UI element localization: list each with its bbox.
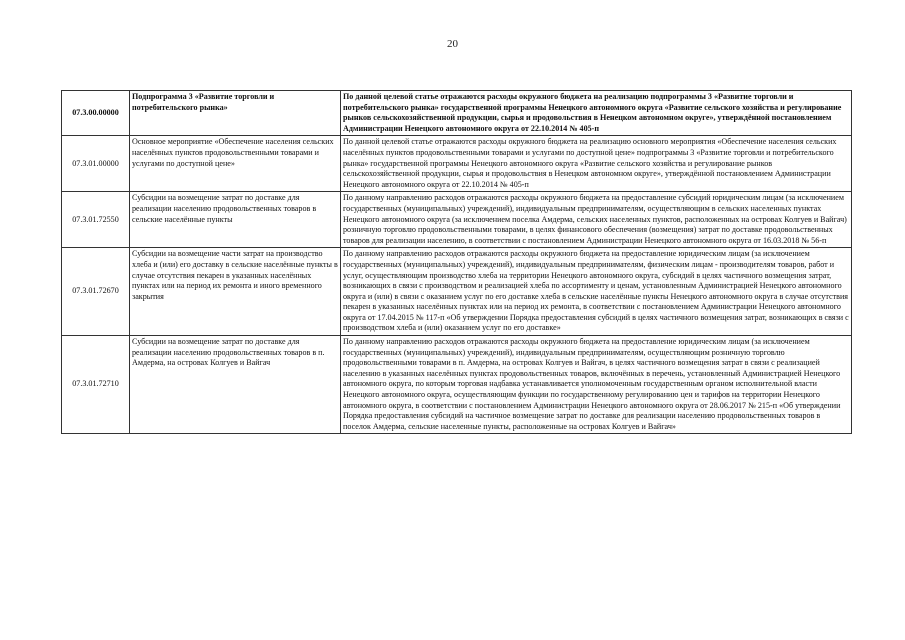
target-name-cell: Субсидии на возмещение затрат по доставке для реализации населению продовольственных товаров в сельские населённые пункты xyxy=(130,192,341,248)
table-row xyxy=(62,336,852,434)
target-code-cell: 07.3.01.00000 xyxy=(62,136,130,192)
target-name-cell: Субсидии на возмещение части затрат на производство хлеба и (или) его доставку в сельские населённые пункты в случае отсутствия пекарен в указанных населённых пунктах или на период их ремонта и иного временного закрытия xyxy=(130,248,341,336)
target-code-cell: 07.3.01.72670 xyxy=(62,248,130,336)
page-number: 20 xyxy=(447,38,458,50)
table-row xyxy=(62,91,852,136)
target-code-cell: 07.3.01.72550 xyxy=(62,192,130,248)
target-description-cell: По данной целевой статье отражаются расходы окружного бюджета на реализацию подпрограммы 3 «Развитие торговли и потребительского рынка» государственной программы Ненецкого автономного округа «Развитие сельского хозяйства и регулирование рынков сельскохозяйственной продукции, сырья и продовольствия в Ненецком автономном округе», утверждённой постановлением Администрации Ненецкого автономного округа от 22.10.2014 № 405-п xyxy=(341,91,852,136)
target-name-cell: Основное мероприятие «Обеспечение населения сельских населённых пунктов продовольственными товарами и услугами по доступной цене» xyxy=(130,136,341,192)
table-row xyxy=(62,192,852,248)
target-code-cell: 07.3.01.72710 xyxy=(62,336,130,434)
target-name-cell: Субсидии на возмещение затрат по доставке для реализации населению продовольственных товаров в п. Амдерма, на островах Колгуев и Вайгач xyxy=(130,336,341,434)
table-row xyxy=(62,136,852,192)
target-description-cell: По данному направлению расходов отражаются расходы окружного бюджета на предоставление субсидий юридическим лицам (за исключением государственных (муниципальных) учреждений), индивидуальным предпринимателям, осуществляющим в сельских населенных пунктах Ненецкого автономного округа (за исключением поселка Амдерма, сельских населенных пунктов, расположенных на островах Колгуев и Вайгач) розничную торговлю продовольственными товарами, в целях финансового обеспечения (возмещения) затрат по доставке продовольственных товаров для реализации населению, в соответствии с постановлением Администрации Ненецкого автономного округа от 16.03.2018 № 56-п xyxy=(341,192,852,248)
target-name-cell: Подпрограмма 3 «Развитие торговли и потребительского рынка» xyxy=(130,91,341,136)
table-row xyxy=(62,248,852,336)
target-description-cell: По данному направлению расходов отражаются расходы окружного бюджета на предоставление юридическим лицам (за исключением государственных (муниципальных) учреждений), индивидуальным предпринимателям, осуществляющим розничную торговлю продовольственными товарами в п. Амдерма, на островах Колгуев и Вайгач, в целях частичного возмещения затрат в связи с реализацией населению в указанных населённых пунктах продовольственных товаров, включённых в перечень, установленный Администрацией Ненецкого автономного округа, по которым торговая надбавка устанавливается уполномоченным государственным органом исполнительной власти Ненецкого автономного округа, осуществляющим функции по государственному регулированию цен и тарифов на территории Ненецкого автономного округа, в соответствии с постановлением Администрации Ненецкого автономного округа от 28.06.2017 № 215-п «Об утверждении Порядка предоставления субсидий на частичное возмещение затрат по доставке для реализации населению продовольственных товаров в поселок Амдерма, сельские населенные пункты, расположенные на островах Колгуев и Вайгач» xyxy=(341,336,852,434)
target-description-cell: По данной целевой статье отражаются расходы окружного бюджета на реализацию основного мероприятия «Обеспечение населения сельских населённых пунктов продовольственными товарами и услугами по доступной цене» подпрограммы 3 «Развитие торговли и потребительского рынка» государственной программы Ненецкого автономного округа «Развитие сельского хозяйства и регулирование рынков сельскохозяйственной продукции, сырья и продовольствия в Ненецком автономном округе», утверждённой постановлением Администрации Ненецкого автономного округа от 22.10.2014 № 405-п xyxy=(341,136,852,192)
target-description-cell: По данному направлению расходов отражаются расходы окружного бюджета на предоставление юридическим лицам (за исключением государственных (муниципальных) учреждений), индивидуальным предпринимателям, физическим лицам - производителям товаров, работ и услуг, осуществляющим производство хлеба на территории Ненецкого автономного округа, субсидий в целях частичного возмещения затрат, возникающих в связи с производством и реализацией хлеба по ассортименту и ценам, установленным Администрацией Ненецкого автономного округа и (или) в связи с оказанием услуг по его доставке хлеба в сельские населённые пункты Ненецкого автономного округа в случае отсутствия пекарен в указанных населённых пунктах или на период их ремонта, в соответствии с постановлением Администрации Ненецкого автономного округа от 17.04.2015 № 117-п «Об утверждении Порядка предоставления субсидий в целях частичного возмещения затрат, возникающих в связи с производством хлеба и (или) оказанием услуг по его доставке» xyxy=(341,248,852,336)
target-code-cell: 07.3.00.00000 xyxy=(62,91,130,136)
budget-classification-table xyxy=(61,90,852,434)
